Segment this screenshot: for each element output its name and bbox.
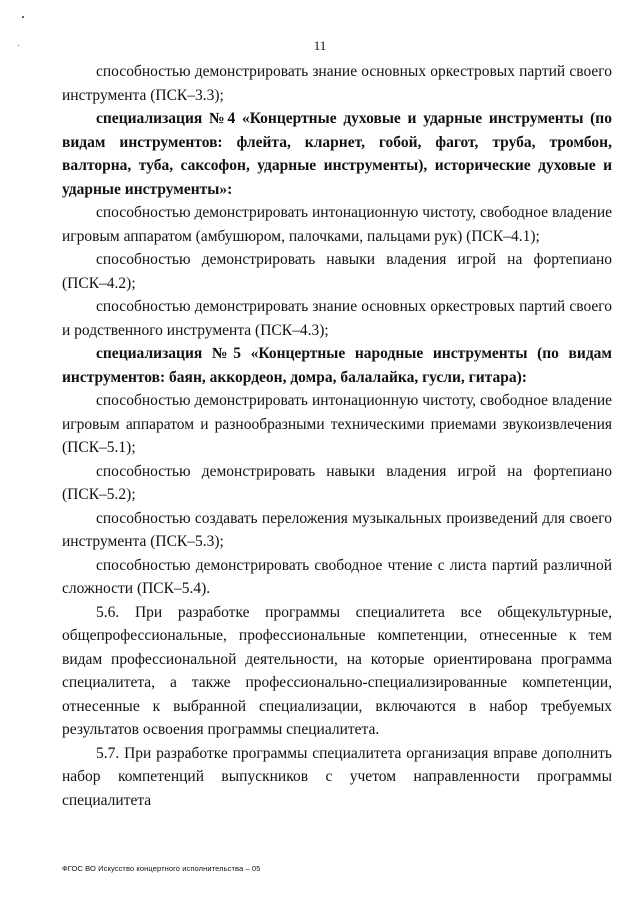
heading-specialization-4: специализация №4 «Концертные духовые и ударные инструменты (по видам инструментов: флейта, кларнет, гобой, фагот, труба, тромбон, валторна, туба, саксофон, ударные инструменты), исторические духовые и ударные инструменты»: bbox=[62, 110, 612, 198]
paragraph-psk-3-3: способностью демонстрировать знание основных оркестровых партий своего инструмента (ПСК–3.3); bbox=[62, 63, 612, 104]
paragraph-psk-5-4: способностью демонстрировать свободное чтение с листа партий различной сложности (ПСК–5.4). bbox=[62, 556, 612, 597]
paragraph-psk-4-3: способностью демонстрировать знание основных оркестровых партий своего и родственного инструмента (ПСК–4.3); bbox=[62, 298, 612, 339]
footer-standard-title: ФГОС ВО Искусство концертного исполнительства – 05 bbox=[62, 864, 261, 873]
heading-specialization-5: специализация №5 «Концертные народные инструменты (по видам инструментов: баян, аккордеон, домра, балалайка, гусли, гитара): bbox=[62, 345, 612, 386]
paragraph-psk-5-3: способностью создавать переложения музыкальных произведений для своего инструмента (ПСК–5.3); bbox=[62, 509, 612, 550]
paragraph-psk-5-1: способностью демонстрировать интонационную чистоту, свободное владение игровым аппаратом и разнообразными техническими приемами звукоизвлечения (ПСК–5.1); bbox=[62, 392, 612, 456]
paragraph-psk-5-2: способностью демонстрировать навыки владения игрой на фортепиано (ПСК–5.2); bbox=[62, 462, 612, 503]
paragraph-psk-4-2: способностью демонстрировать навыки владения игрой на фортепиано (ПСК–4.2); bbox=[62, 251, 612, 292]
document-body bbox=[62, 60, 612, 812]
scan-speck bbox=[22, 16, 24, 18]
page-number: 11 bbox=[313, 38, 327, 53]
paragraph-5-6: 5.6. При разработке программы специалитета все общекультурные, общепрофессиональные, профессиональные компетенции, отнесенные к тем видам профессиональной деятельности, на которые ориентирована программа специалитета, а также профессионально-специализированные компетенции, отнесенные к выбранной специализации, включаются в набор требуемых результатов освоения программы специалитета. bbox=[62, 603, 612, 738]
paragraph-5-7: 5.7. При разработке программы специалитета организация вправе дополнить набор компетенций выпускников с учетом направленности программы специалитета bbox=[62, 744, 612, 809]
paragraph-psk-4-1: способностью демонстрировать интонационную чистоту, свободное владение игровым аппаратом (амбушюром, палочками, пальцами рук) (ПСК–4.1); bbox=[62, 204, 612, 245]
